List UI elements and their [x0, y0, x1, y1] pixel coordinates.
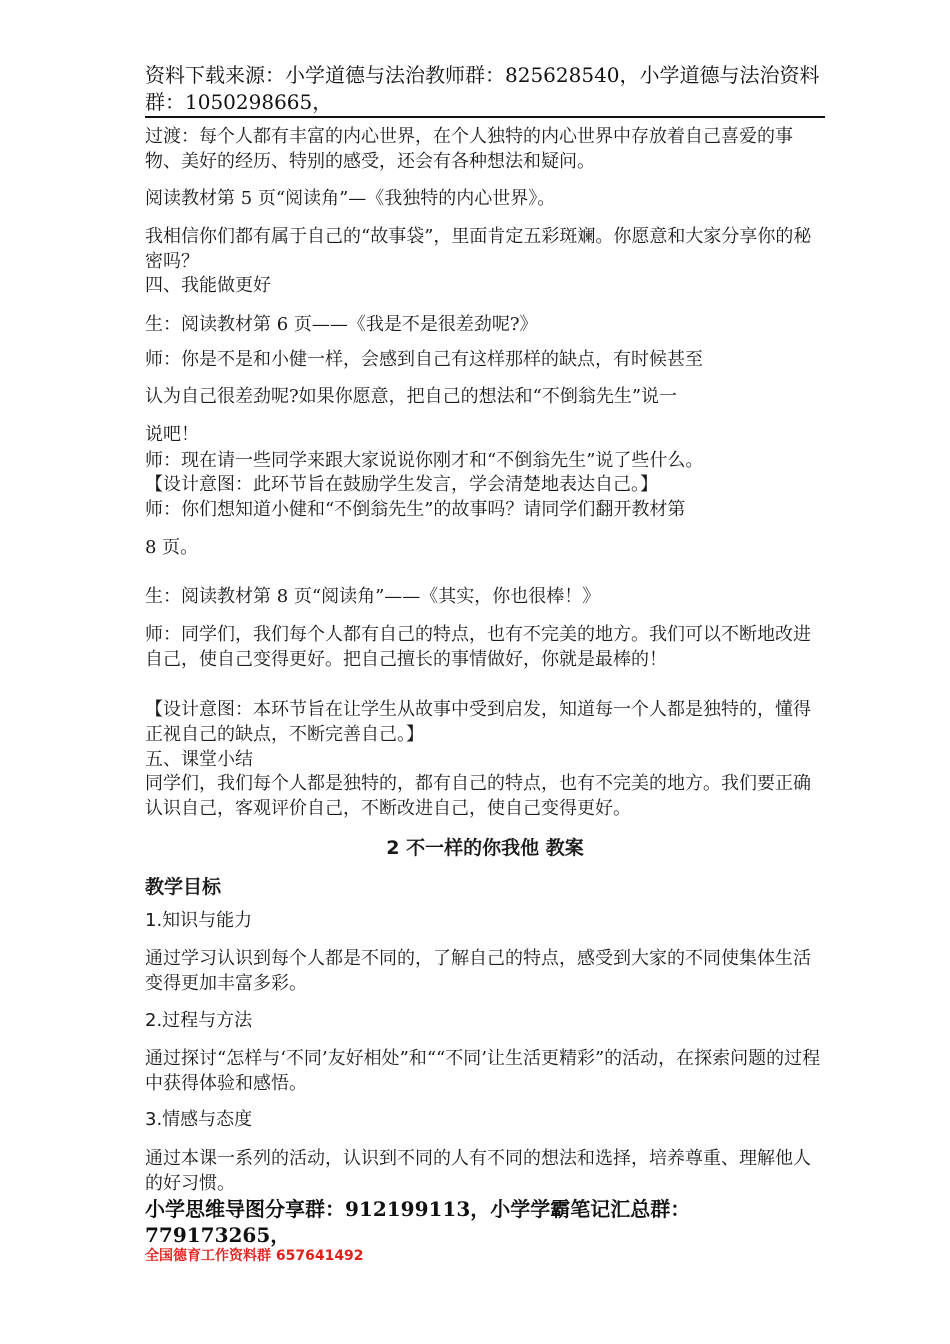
student-reading-8: 生：阅读教材第 8 页“阅读角”——《其实，你也很棒！》 — [145, 586, 601, 607]
student-reading-6: 生：阅读教材第 6 页——《我是不是很差劲呢?》 — [145, 314, 538, 335]
footer-red-group: 全国德育工作资料群 657641492 — [145, 1248, 364, 1264]
class-summary: 同学们，我们每个人都是独特的，都有自己的特点，也有不完美的地方。我们要正确认识自己，客观评价自己，不断改进自己，使自己变得更好。 — [145, 773, 811, 819]
objective-1-heading: 1.知识与能力 — [145, 910, 253, 931]
objectives-heading: 教学目标 — [145, 876, 222, 898]
reading-instruction: 阅读教材第 5 页“阅读角”—《我独特的内心世界》。 — [145, 188, 556, 209]
footer-groups: 小学思维导图分享群：912199113，小学学霸笔记汇总群：779173265， — [145, 1197, 691, 1247]
objective-2-heading: 2.过程与方法 — [145, 1010, 253, 1031]
objective-3-heading: 3.情感与态度 — [145, 1109, 253, 1130]
objective-3-text: 通过本课一系列的活动，认识到不同的人有不同的想法和选择，培养尊重、理解他人的好习惯。 — [145, 1148, 811, 1194]
section-heading-5: 五、课堂小结 — [145, 749, 253, 770]
teacher-line-2: 师：现在请一些同学来跟大家说说你刚才和“不倒翁先生”说了些什么。 — [145, 450, 704, 471]
objective-2-text: 通过探讨“怎样与‘不同’友好相处”和““不同’让生活更精彩”的活动，在探索问题的过程中获得体验和感悟。 — [145, 1048, 821, 1094]
transition-paragraph: 过渡：每个人都有丰富的内心世界，在个人独特的内心世界中存放着自己喜爱的事物、美好的经历、特别的感受，还会有各种想法和疑问。 — [145, 126, 793, 172]
design-intent-2: 【设计意图：本环节旨在让学生从故事中受到启发，知道每一个人都是独特的，懂得正视自己的缺点，不断完善自己。】 — [145, 699, 811, 745]
lesson-title: 2 不一样的你我他 教案 — [386, 837, 584, 859]
source-header: 资料下载来源：小学道德与法治教师群：825628540，小学道德与法治资料群：1050298665， — [145, 62, 825, 118]
teacher-line-1b: 认为自己很差劲呢?如果你愿意，把自己的想法和“不倒翁先生”说一 — [145, 386, 678, 407]
section-heading-4: 四、我能做更好 — [145, 275, 271, 296]
teacher-line-1c: 说吧！ — [145, 424, 199, 445]
objective-1-text: 通过学习认识到每个人都是不同的，了解自己的特点，感受到大家的不同使集体生活变得更加丰富多彩。 — [145, 948, 811, 994]
story-bag-paragraph: 我相信你们都有属于自己的“故事袋”，里面肯定五彩斑斓。你愿意和大家分享你的秘密吗？ — [145, 226, 812, 272]
teacher-line-3b: 8 页。 — [145, 537, 199, 558]
design-intent-1: 【设计意图：此环节旨在鼓励学生发言，学会清楚地表达自己。】 — [145, 474, 658, 495]
teacher-summary: 师：同学们，我们每个人都有自己的特点，也有不完美的地方。我们可以不断地改进自己，使自己变得更好。把自己擅长的事情做好，你就是最棒的！ — [145, 624, 811, 670]
teacher-line-3a: 师：你们想知道小健和“不倒翁先生”的故事吗？请同学们翻开教材第 — [145, 499, 686, 520]
teacher-line-1a: 师：你是不是和小健一样，会感到自己有这样那样的缺点，有时候甚至 — [145, 349, 703, 370]
